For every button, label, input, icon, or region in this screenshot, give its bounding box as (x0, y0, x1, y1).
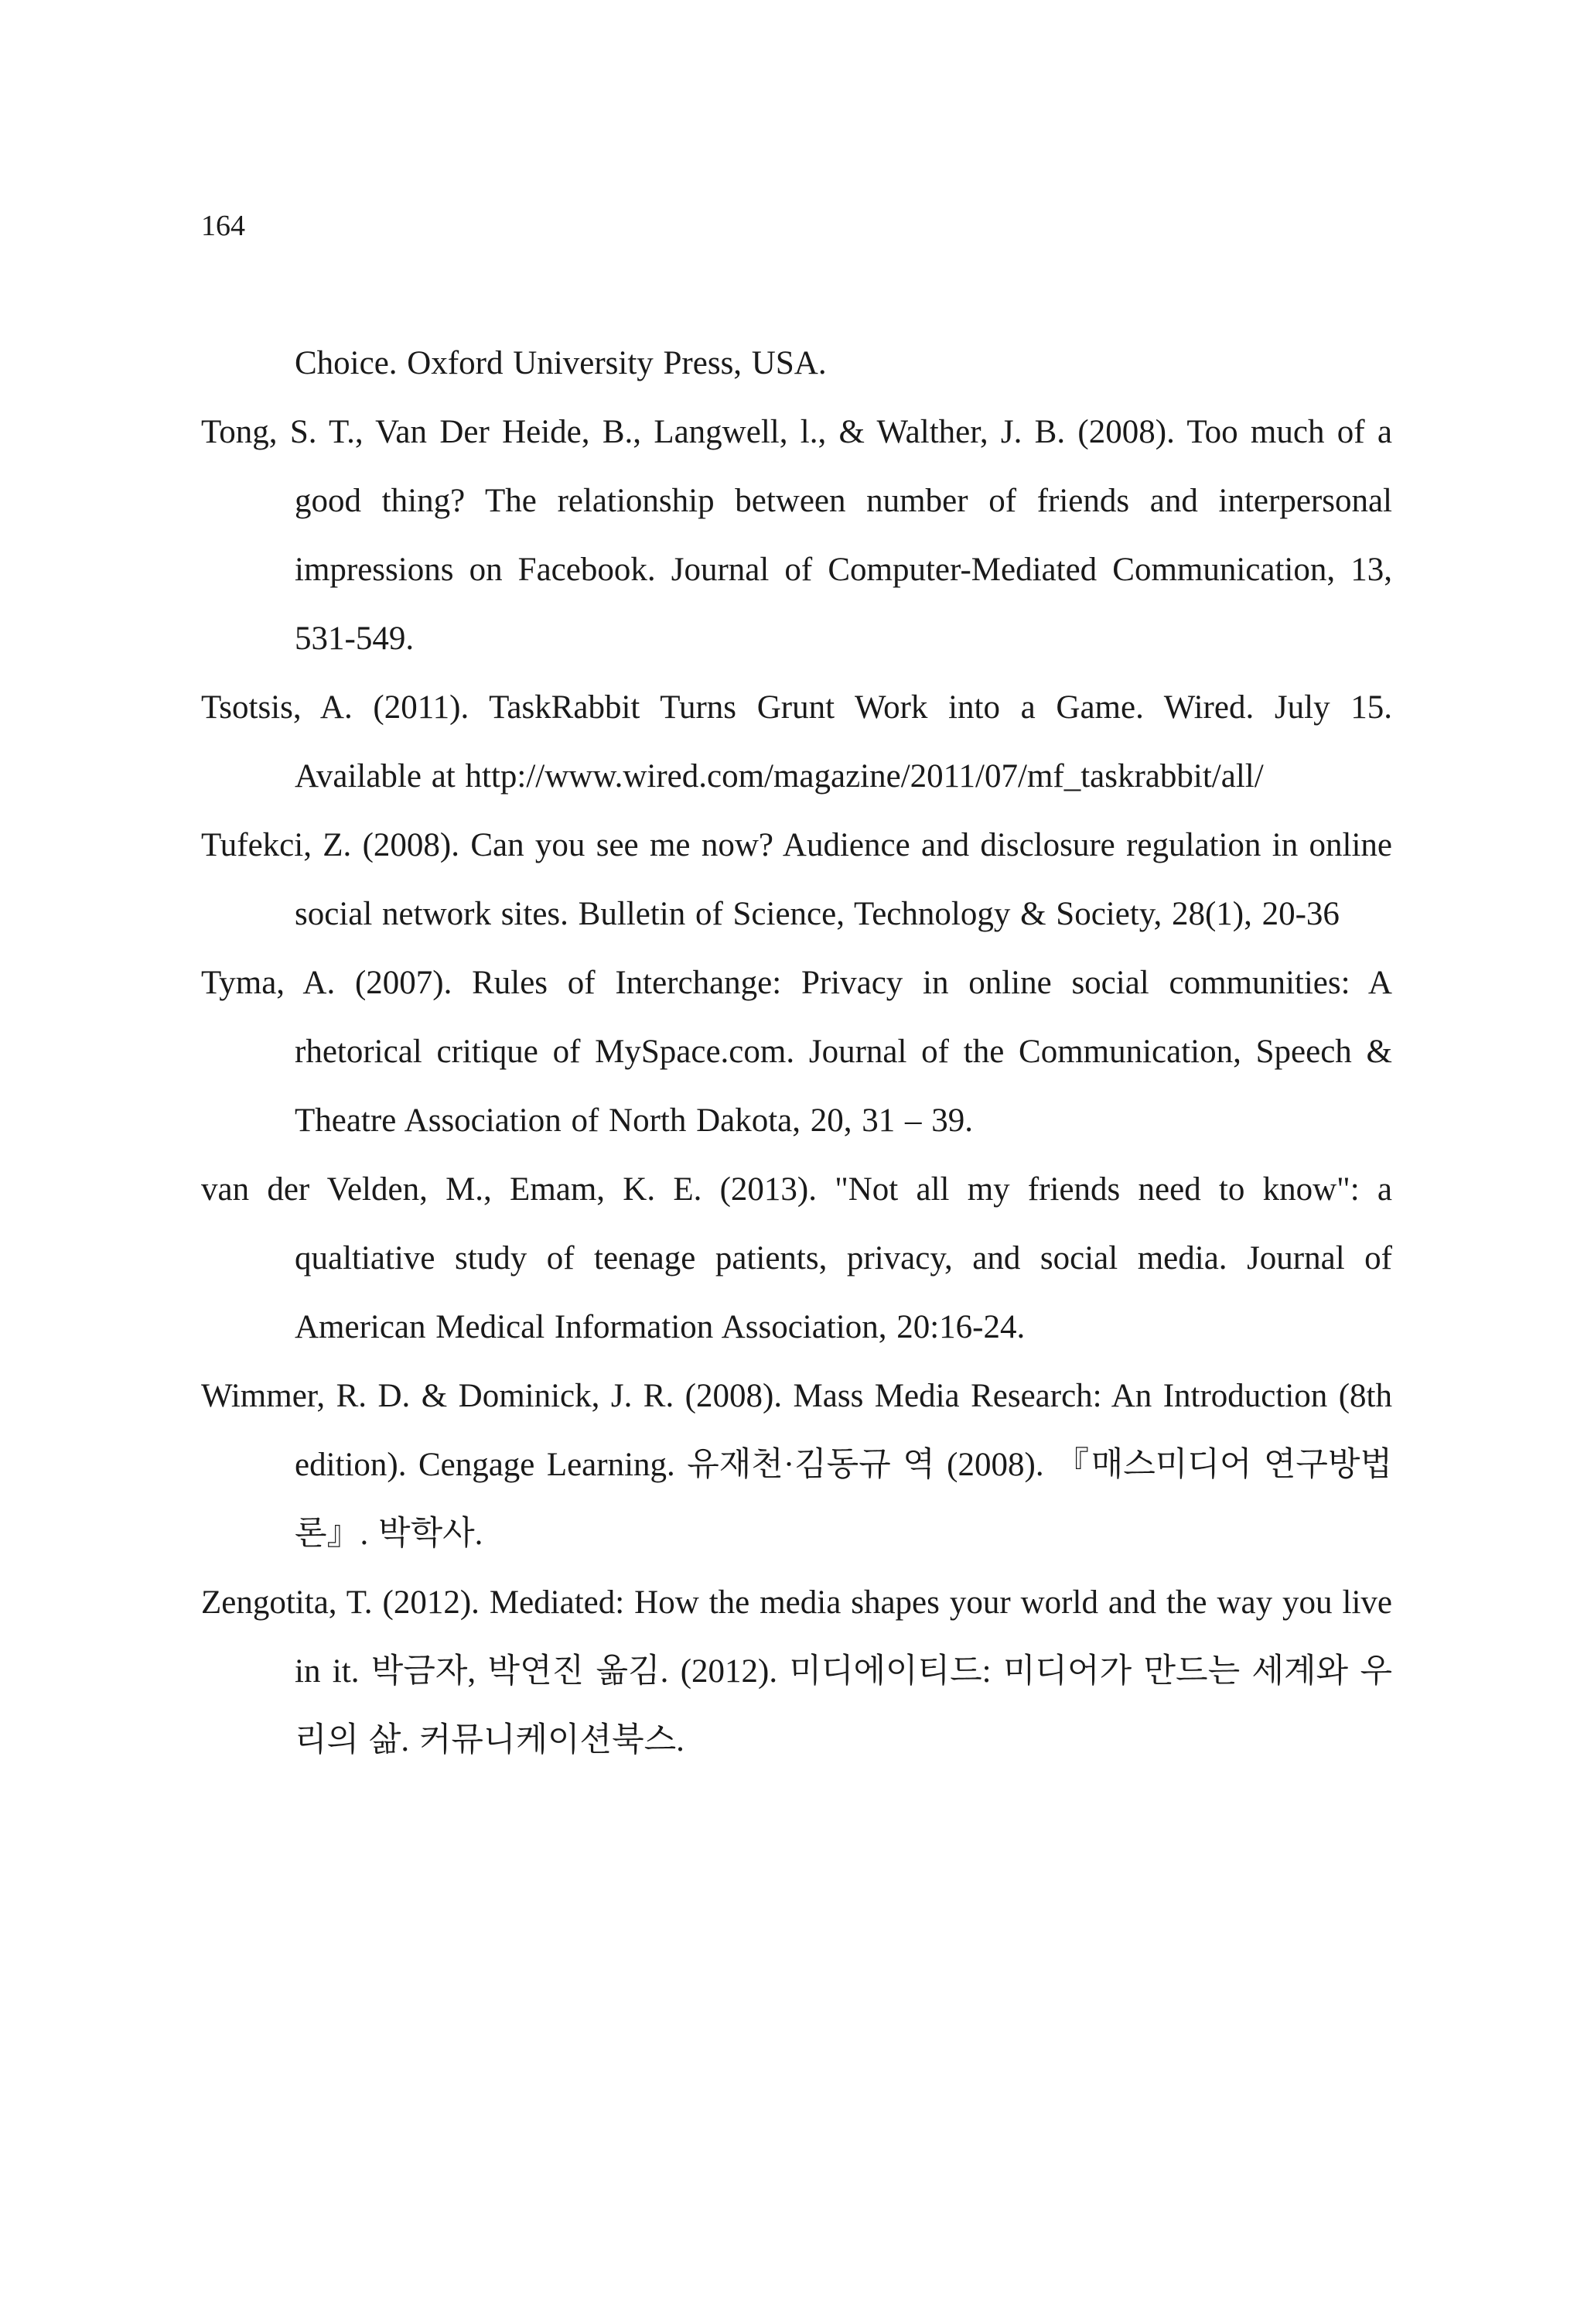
page-number: 164 (201, 210, 245, 242)
reference-entry: Wimmer, R. D. & Dominick, J. R. (2008). Mass Media Research: An Introduction (8th edition). Cengage Learning. 유재천·김동규 역 (2008). 『매스미디어 연구방법론』. 박학사. (201, 1378, 1392, 1552)
reference-list (201, 329, 1392, 1775)
reference-entry: van der Velden, M., Emam, K. E. (2013). "Not all my friends need to know": a qualtiative study of teenage patients, privacy, and social media. Journal of American Medical Information Association, 20:16-24. (201, 1171, 1392, 1345)
reference-entry: Tsotsis, A. (2011). TaskRabbit Turns Grunt Work into a Game. Wired. July 15. Available at http://www.wired.com/magazine/2011/07/mf_taskrabbit/all/ (201, 689, 1392, 795)
reference-entry: Tong, S. T., Van Der Heide, B., Langwell, l., & Walther, J. B. (2008). Too much of a good thing? The relationship between number of friends and interpersonal impressions on Facebook. Journal of Computer-Mediated Communication, 13, 531-549. (201, 414, 1392, 657)
reference-entry: Zengotita, T. (2012). Mediated: How the media shapes your world and the way you live in it. 박금자, 박연진 옮김. (2012). 미디에이티드: 미디어가 만드는 세계와 우리의 삶. 커뮤니케이션북스. (201, 1584, 1392, 1758)
reference-entry: Choice. Oxford University Press, USA. (295, 345, 827, 381)
reference-entry: Tyma, A. (2007). Rules of Interchange: Privacy in online social communities: A rhetorical critique of MySpace.com. Journal of the Communication, Speech & Theatre Association of North Dakota, 20, 31 – 39. (201, 965, 1392, 1139)
reference-entry: Tufekci, Z. (2008). Can you see me now? Audience and disclosure regulation in online social network sites. Bulletin of Science, Technology & Society, 28(1), 20-36 (201, 827, 1392, 932)
